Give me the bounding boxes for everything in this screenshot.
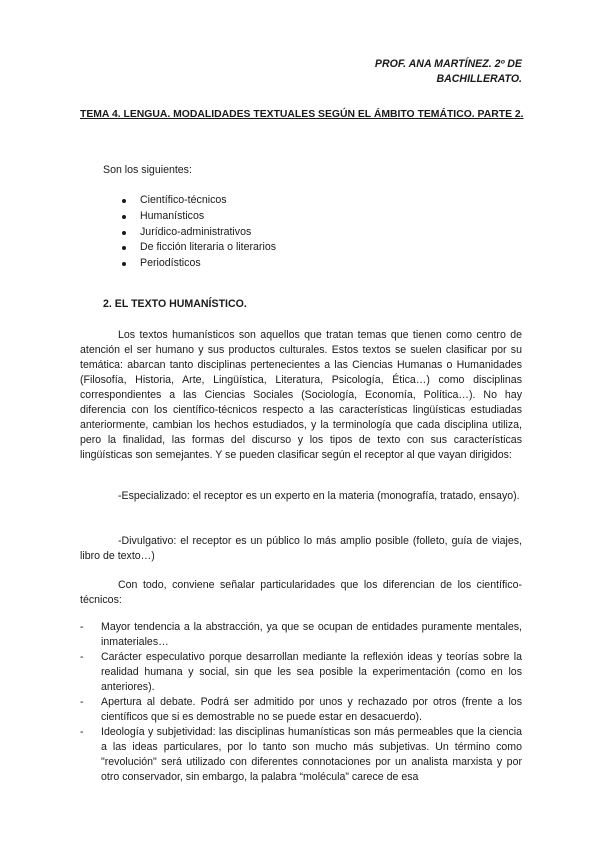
- dash-marker: -: [80, 696, 84, 708]
- list-item: [80, 725, 522, 785]
- paragraph-popular: -Divulgativo: el receptor es un público lo más amplio posible (folleto, guía de viajes, libro de texto…): [80, 535, 522, 562]
- features-list: [80, 620, 522, 785]
- feature-text: Apertura al debate. Podrá ser admitido por unos y rechazado por otros (frente a los científicos que si es demostrable no se puede estar en desacuerdo).: [101, 696, 522, 723]
- dash-marker: -: [80, 726, 84, 738]
- section-heading: 2. EL TEXTO HUMANÍSTICO.: [103, 298, 247, 310]
- feature-text: Carácter especulativo porque desarrollan mediante la reflexión ideas y teorías sobre la realidad humana y social, sin que les sea posible la experimentación (como en los anteriores).: [101, 651, 522, 693]
- list-item: Periodísticos: [120, 256, 276, 272]
- text-types-list: [120, 193, 276, 272]
- list-item: Humanísticos: [120, 209, 276, 225]
- paragraph-humanistic-definition: Los textos humanísticos son aquellos que tratan temas que tienen como centro de atención el ser humano y sus productos culturales. Estos textos se suelen clasificar por su temática: abarcan tanto disciplinas pertenecientes a las Ciencias Humanas o Humanidades (Filosofía, Historia, Arte, Lingüística, Literatura, Psicología, Ética…) como disciplinas correspondientes a las Ciencias Sociales (Sociología, Economía, Política…). No hay diferencia con los científico-técnicos respecto a las características lingüísticas estudiadas anteriormente, cambian los hechos estudiados, y la terminología que cada disciplina utiliza, pero la finalidad, las formas del discurso y los tipos de texto con sus características lingüísticas son semejantes. Y se pueden clasificar según el receptor al que vayan dirigidos:: [80, 329, 522, 461]
- feature-text: Mayor tendencia a la abstracción, ya que se ocupan de entidades puramente mentales, inmateriales…: [101, 621, 522, 648]
- list-item: [80, 695, 522, 725]
- list-item: De ficción literaria o literarios: [120, 240, 276, 256]
- list-item: Jurídico-administrativos: [120, 225, 276, 241]
- paragraph-differences: Con todo, conviene señalar particularidades que los diferencian de los científico-técnicos:: [80, 579, 522, 606]
- document-title: TEMA 4. LENGUA. MODALIDADES TEXTUALES SEGÚN EL ÁMBITO TEMÁTICO. PARTE 2.: [80, 109, 524, 120]
- intro-text: Son los siguientes:: [103, 164, 192, 176]
- feature-text: Ideología y subjetividad: las disciplinas humanísticas son más permeables que la ciencia a las ideas particulares, por lo tanto son mucho más subjetivas. Un término como "revolución" será utilizado con diferentes connotaciones por un analista marxista y por otro conservador, sin embargo, la palabra “molécula” carece de esa: [101, 726, 522, 783]
- dash-marker: -: [80, 651, 84, 663]
- author-line: PROF. ANA MARTÍNEZ. 2º DE BACHILLERATO.: [374, 58, 522, 85]
- paragraph-specialized: -Especializado: el receptor es un experto en la materia (monografía, tratado, ensayo).: [118, 490, 520, 502]
- list-item: [80, 650, 522, 695]
- list-item: [80, 620, 522, 650]
- list-item: Científico-técnicos: [120, 193, 276, 209]
- dash-marker: -: [80, 621, 84, 633]
